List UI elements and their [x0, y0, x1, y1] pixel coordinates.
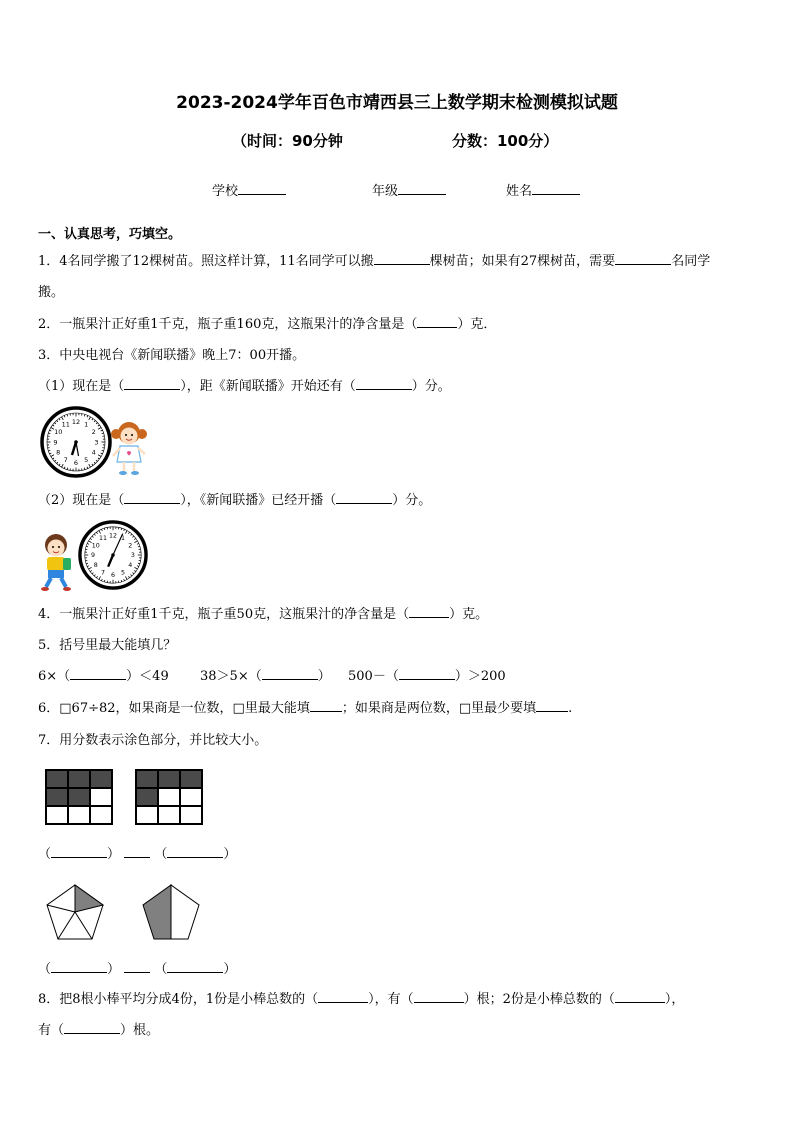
- q8-text-e: 有（: [38, 1023, 65, 1038]
- clock-number: 5: [84, 456, 89, 465]
- grade-blank[interactable]: [398, 182, 446, 195]
- clock-number: 7: [101, 569, 106, 577]
- question-3-part-2: [38, 489, 431, 508]
- q3p2-blank-1[interactable]: [124, 491, 180, 504]
- clock-number: 4: [128, 562, 133, 570]
- q5e1-text-b: ）＜49: [126, 669, 169, 684]
- name-blank[interactable]: [532, 182, 580, 195]
- page-title: 2023-2024学年百色市靖西县三上数学期末检测模拟试题: [176, 93, 618, 113]
- clock-number: 1: [120, 534, 125, 542]
- q8-text-d: ），: [664, 992, 685, 1007]
- clock-1-icon: [40, 406, 112, 478]
- question-7: 7．用分数表示涂色部分，并比较大小。: [38, 733, 268, 748]
- q1-text-b: 棵树苗；如果有27棵树苗，需要: [429, 254, 616, 269]
- girl-illustration: [108, 418, 150, 476]
- q8-blank-2[interactable]: [414, 990, 464, 1003]
- question-1: [38, 250, 710, 269]
- question-6: [38, 697, 572, 716]
- q8-blank-1[interactable]: [318, 990, 368, 1003]
- q6-text-a: 6．□67÷82，如果商是一位数，□里最大能填: [38, 701, 310, 716]
- q7r2-rp2: ）: [223, 962, 237, 977]
- question-7-compare-2: [38, 958, 236, 977]
- clock-number: 1: [84, 420, 89, 429]
- clock-number: 11: [99, 534, 108, 542]
- q5e2-text-b: ）: [317, 669, 331, 684]
- q7r2-blank-2[interactable]: [167, 960, 223, 973]
- q1-text-c: 名同学: [671, 254, 711, 269]
- q8-blank-4[interactable]: [64, 1021, 120, 1034]
- question-2: [38, 313, 496, 332]
- q4-text-b: ）克。: [449, 607, 489, 622]
- clock-number: 8: [93, 562, 98, 570]
- q7r2-rp1: ）: [107, 962, 121, 977]
- clock-number: 2: [91, 428, 96, 437]
- question-7-compare-1: [38, 843, 236, 862]
- q6-text-b: ；如果商是两位数，□里最少要填: [341, 701, 537, 716]
- q8-text-a: 8．把8根小棒平均分成4份，1份是小棒总数的（: [38, 992, 319, 1007]
- clock-number: 10: [54, 428, 63, 437]
- school-label: 学校: [212, 184, 239, 199]
- time-label: （时间：90分钟: [232, 132, 343, 150]
- clock-2-icon: [78, 520, 148, 590]
- clock-number: 4: [91, 448, 96, 457]
- q8-text-b: ），有（: [368, 992, 414, 1007]
- clock-number: 12: [108, 532, 118, 540]
- name-field: [506, 180, 580, 199]
- question-5: 5．括号里最大能填几？: [38, 638, 177, 653]
- section-1-title: 一、认真思考，巧填空。: [38, 227, 182, 242]
- q7r1-blank-2[interactable]: [167, 845, 223, 858]
- question-4: [38, 603, 488, 622]
- q5e3-text-b: ）＞200: [454, 669, 506, 684]
- score-label: 分数：100分）: [452, 132, 559, 150]
- clock-number: 6: [73, 458, 79, 467]
- clock-number: 3: [94, 438, 99, 447]
- q1-blank-2[interactable]: [615, 252, 671, 265]
- grade-label: 年级: [372, 184, 399, 199]
- q3p2-text-a: （2）现在是（: [38, 493, 125, 508]
- q7r1-rp1: ）: [107, 847, 121, 862]
- q8-blank-3[interactable]: [615, 990, 665, 1003]
- fraction-grid-1: [45, 769, 113, 825]
- q3p1-blank-2[interactable]: [356, 377, 412, 390]
- q7r1-lp1: （: [38, 847, 52, 862]
- q1-text-a: 1．4名同学搬了12棵树苗。照这样计算，11名同学可以搬: [38, 254, 374, 269]
- school-blank[interactable]: [238, 182, 286, 195]
- q7r2-blank-1[interactable]: [51, 960, 107, 973]
- pentagon-1-figure: [44, 882, 106, 942]
- q3p1-text-a: （1）现在是（: [38, 379, 125, 394]
- q3p2-blank-2[interactable]: [336, 491, 392, 504]
- clock-number: 3: [130, 552, 135, 560]
- question-3: 3．中央电视台《新闻联播》晚上7：00开播。: [38, 348, 306, 363]
- clock-number: 5: [120, 569, 125, 577]
- q6-text-c: .: [568, 701, 573, 716]
- q6-blank-1[interactable]: [310, 699, 342, 712]
- boy-illustration: [36, 532, 78, 592]
- question-8-cont: [38, 1019, 159, 1038]
- q5e2-blank[interactable]: [262, 667, 318, 680]
- clock-number: 6: [110, 572, 116, 580]
- q2-text-b: ）克．: [457, 317, 497, 332]
- name-label: 姓名: [506, 184, 533, 199]
- q7r2-compare-blank[interactable]: [124, 960, 150, 973]
- question-8: [38, 988, 684, 1007]
- clock-number: 12: [71, 417, 81, 426]
- q3p1-text-b: ），距《新闻联播》开始还有（: [180, 379, 356, 394]
- q5e1-blank[interactable]: [70, 667, 126, 680]
- grade-field: [372, 180, 446, 199]
- q8-text-f: ）根。: [120, 1023, 160, 1038]
- school-field: [212, 180, 286, 199]
- q5e3-blank[interactable]: [399, 667, 455, 680]
- q7r2-lp2: （: [154, 962, 168, 977]
- q6-blank-2[interactable]: [536, 699, 568, 712]
- q3p2-text-c: ）分。: [392, 493, 432, 508]
- clock-number: 11: [61, 420, 70, 429]
- q8-text-c: ）根；2份是小棒总数的（: [463, 992, 615, 1007]
- clock-number: 9: [91, 552, 96, 560]
- clock-number: 10: [91, 542, 100, 550]
- question-5-expr-2: [200, 665, 331, 684]
- q7r1-lp2: （: [154, 847, 168, 862]
- q3p2-text-b: ），《新闻联播》已经开播（: [180, 493, 337, 508]
- clock-number: 9: [53, 438, 58, 447]
- q5e3-text-a: 500－（: [348, 669, 399, 684]
- q5e2-text-a: 38＞5×（: [200, 669, 262, 684]
- q2-text-a: 2．一瓶果汁正好重1千克，瓶子重160克，这瓶果汁的净含量是（: [38, 317, 418, 332]
- clock-number: 8: [56, 448, 61, 457]
- q4-text-a: 4．一瓶果汁正好重1千克，瓶子重50克，这瓶果汁的净含量是（: [38, 607, 410, 622]
- q2-blank[interactable]: [417, 315, 457, 328]
- question-1-cont: 搬。: [38, 285, 65, 300]
- question-5-expr-3: [348, 665, 506, 684]
- q7r2-lp1: （: [38, 962, 52, 977]
- q5e1-text-a: 6×（: [38, 669, 71, 684]
- q1-blank-1[interactable]: [374, 252, 430, 265]
- clock-number: 2: [128, 542, 133, 550]
- q7r1-blank-1[interactable]: [51, 845, 107, 858]
- q4-blank[interactable]: [409, 605, 449, 618]
- pentagon-2-figure: [140, 882, 202, 942]
- q7r1-compare-blank[interactable]: [124, 845, 150, 858]
- question-5-expr-1: [38, 665, 169, 684]
- clock-number: 7: [63, 456, 68, 465]
- q3p1-blank-1[interactable]: [124, 377, 180, 390]
- fraction-grid-2: [135, 769, 203, 825]
- q7r1-rp2: ）: [223, 847, 237, 862]
- q3p1-text-c: ）分。: [411, 379, 451, 394]
- question-3-part-1: [38, 375, 451, 394]
